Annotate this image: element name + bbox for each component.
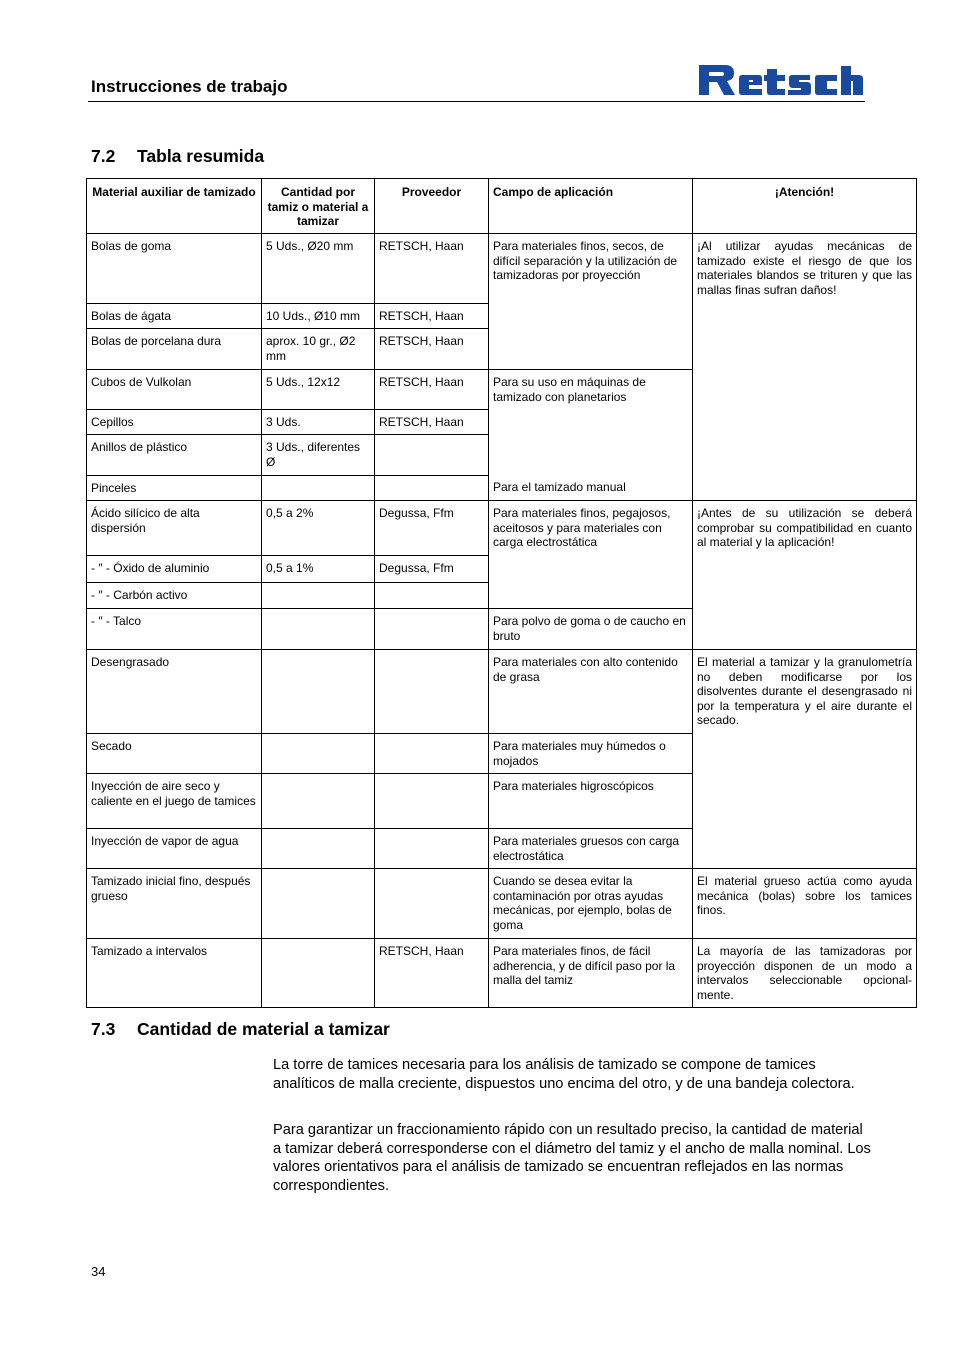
atencion-cell: El material a tamizar y la granulometría no deben modificarse por los disolventes durante el desengrasado ni por la temperatura y el aire durante el secado. (693, 650, 917, 869)
cantidad-cell: 0,5 a 2% (262, 501, 375, 556)
column-header: Campo de aplicación (489, 179, 693, 234)
cantidad-cell: 5 Uds., Ø20 mm (262, 234, 375, 304)
retsch-logo (697, 63, 865, 97)
cantidad-cell (262, 650, 375, 734)
cantidad-cell (262, 939, 375, 1008)
section-title: Cantidad de material a tamizar (137, 1019, 390, 1039)
material-cell: Inyección de aire seco y caliente en el juego de tamices (87, 774, 262, 829)
cantidad-cell: 3 Uds., diferentes Ø (262, 435, 375, 476)
atencion-cell: La mayoría de las tamizadoras por proyección disponen de un modo a intervalos seleccionable opcional-mente. (693, 939, 917, 1008)
proveedor-cell: RETSCH, Haan (375, 410, 489, 435)
body-paragraph: La torre de tamices necesaria para los análisis de tamizado se compone de tamices analíticos de malla creciente, dispuestos uno encima del otro, y de una bandeja colectora. (273, 1057, 855, 1092)
cantidad-cell (262, 829, 375, 869)
proveedor-cell (375, 476, 489, 501)
proveedor-cell (375, 734, 489, 774)
campo-cell (489, 370, 693, 501)
proveedor-cell: Degussa, Ffm (375, 556, 489, 583)
material-cell: Desengrasado (87, 650, 262, 734)
campo-pinceles: Para el tamizado manual (493, 480, 626, 495)
summary-table (86, 178, 917, 1008)
page-number: 34 (91, 1264, 106, 1279)
cantidad-cell (262, 476, 375, 501)
cantidad-cell: 10 Uds., Ø10 mm (262, 304, 375, 329)
cantidad-cell: 3 Uds. (262, 410, 375, 435)
column-header: Cantidad por tamiz o material a tamizar (262, 179, 375, 234)
proveedor-cell (375, 435, 489, 476)
material-cell: Ácido silícico de alta dispersión (87, 501, 262, 556)
campo-cell: Para materiales higroscópicos (489, 774, 693, 829)
atencion-cell: ¡Antes de su utilización se deberá comprobar su compatibilidad en cuanto al material y la aplicación! (693, 501, 917, 650)
material-cell: Cepillos (87, 410, 262, 435)
proveedor-cell: RETSCH, Haan (375, 304, 489, 329)
body-paragraph: Para garantizar un fraccionamiento rápido con un resultado preciso, la cantidad de material a tamizar deberá corresponderse con el diámetro del tamiz y el ancho de malla nominal. Los valores orientativos para el análisis de tamizado se encuentran reflejados en las normas correspondientes. (273, 1122, 871, 1194)
campo-cell: Cuando se desea evitar la contaminación por otras ayudas mecánicas, por ejemplo, bolas de goma (489, 869, 693, 939)
cantidad-cell (262, 609, 375, 650)
material-cell: Pinceles (87, 476, 262, 501)
campo-cell: Para materiales finos, secos, de difícil separación y la utilización de tamizadoras por proyección (489, 234, 693, 370)
material-cell: Tamizado a intervalos (87, 939, 262, 1008)
proveedor-cell: RETSCH, Haan (375, 939, 489, 1008)
material-cell: Anillos de plástico (87, 435, 262, 476)
atencion-cell: ¡Al utilizar ayudas mecánicas de tamizado existe el riesgo de que los materiales blandos se trituren y que las mallas finas sufran daños! (693, 234, 917, 501)
table-row (87, 650, 917, 734)
material-cell: Bolas de ágata (87, 304, 262, 329)
cantidad-cell: 5 Uds., 12x12 (262, 370, 375, 410)
table-row (87, 501, 917, 556)
cantidad-cell: 0,5 a 1% (262, 556, 375, 583)
section-number: 7.2 (91, 146, 116, 166)
header-title: Instrucciones de trabajo (91, 77, 288, 96)
campo-cubos: Para su uso en máquinas de tamizado con planetarios (493, 375, 646, 404)
campo-cell: Para materiales finos, de fácil adherencia, y de difícil paso por la malla del tamiz (489, 939, 693, 1008)
campo-cell: Para materiales gruesos con carga electrostática (489, 829, 693, 869)
section-heading-7-3 (91, 1019, 390, 1040)
material-cell: Inyección de vapor de agua (87, 829, 262, 869)
column-header: ¡Atención! (693, 179, 917, 234)
campo-cell: Para materiales muy húmedos o mojados (489, 734, 693, 774)
material-cell: - ″ - Óxido de aluminio (87, 556, 262, 583)
cantidad-cell: aprox. 10 gr., Ø2 mm (262, 329, 375, 370)
proveedor-cell: Degussa, Ffm (375, 501, 489, 556)
material-cell: Secado (87, 734, 262, 774)
material-cell: Bolas de goma (87, 234, 262, 304)
material-cell: - ″ - Carbón activo (87, 583, 262, 609)
proveedor-cell (375, 774, 489, 829)
campo-cell: Para polvo de goma o de caucho en bruto (489, 609, 693, 650)
proveedor-cell: RETSCH, Haan (375, 329, 489, 370)
proveedor-cell (375, 650, 489, 734)
table-row (87, 939, 917, 1008)
material-cell: - ″ - Talco (87, 609, 262, 650)
material-cell: Cubos de Vulkolan (87, 370, 262, 410)
table-row (87, 869, 917, 939)
proveedor-cell (375, 583, 489, 609)
proveedor-cell (375, 609, 489, 650)
section-heading-7-2 (91, 146, 264, 167)
material-cell: Bolas de porcelana dura (87, 329, 262, 370)
header-rule (88, 101, 865, 102)
cantidad-cell (262, 869, 375, 939)
cantidad-cell (262, 774, 375, 829)
section-title: Tabla resumida (137, 146, 265, 166)
section-number: 7.3 (91, 1019, 116, 1039)
campo-cell: Para materiales finos, pegajosos, aceitosos y para materiales con carga electrostática (489, 501, 693, 609)
table-header-row (87, 179, 917, 234)
proveedor-cell: RETSCH, Haan (375, 370, 489, 410)
material-cell: Tamizado inicial fino, después grueso (87, 869, 262, 939)
table-row (87, 234, 917, 304)
cantidad-cell (262, 734, 375, 774)
cantidad-cell (262, 583, 375, 609)
proveedor-cell: RETSCH, Haan (375, 234, 489, 304)
column-header: Proveedor (375, 179, 489, 234)
campo-cell: Para materiales con alto contenido de grasa (489, 650, 693, 734)
column-header: Material auxiliar de tamizado (87, 179, 262, 234)
atencion-cell: El material grueso actúa como ayuda mecánica (bolas) sobre los tamices finos. (693, 869, 917, 939)
proveedor-cell (375, 829, 489, 869)
proveedor-cell (375, 869, 489, 939)
